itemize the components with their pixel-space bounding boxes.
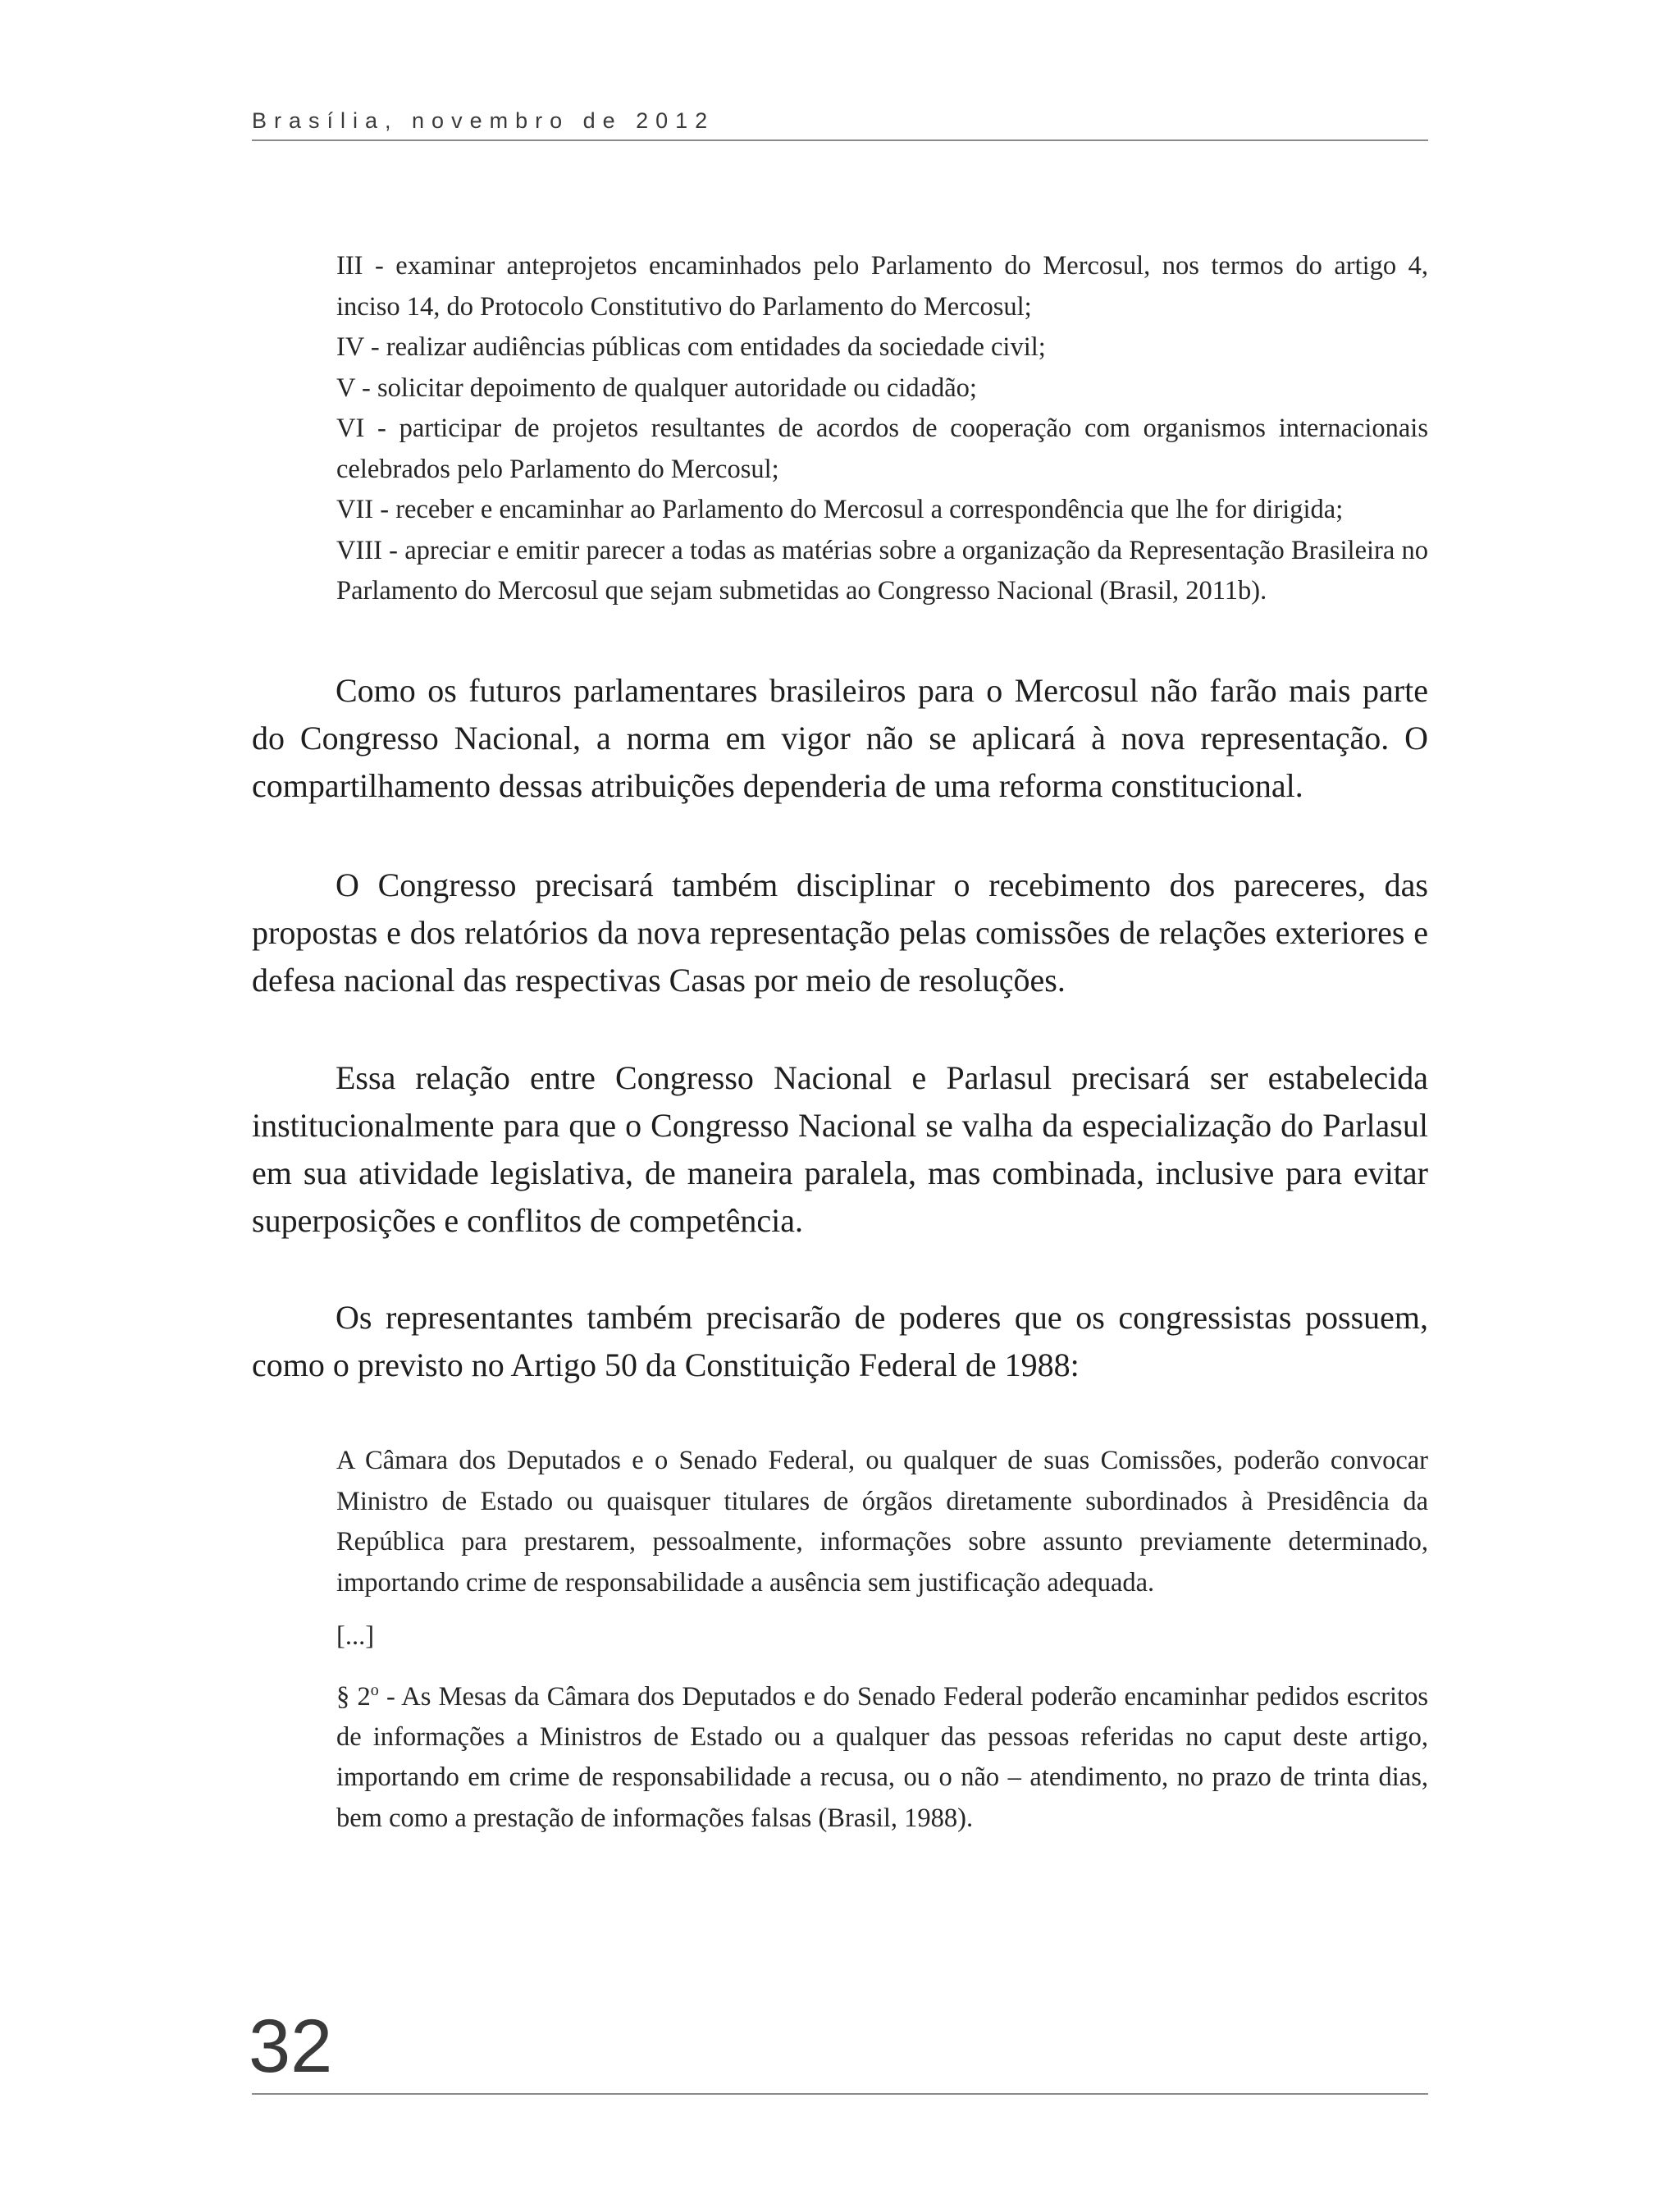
quote-paragraph-2 (336, 1671, 1428, 1840)
running-head: Brasília, novembro de 2012 (252, 108, 715, 133)
body-paragraph-2 (252, 862, 1428, 1004)
quote-caput: A Câmara dos Deputados e o Senado Federal, ou qualquer de suas Comissões, poderão convocar Ministro de Estado ou quaisquer titulares de órgãos diretamente subordinados à Presidência da República para prestarem, pessoalmente, informações sobre assunto previamente determinado, importando crime de responsabilidade a ausência sem justificação adequada. (336, 1446, 1428, 1598)
list-item: VII - receber e encaminhar ao Parlamento do Mercosul a correspondência que lhe for dirigida; (336, 495, 1344, 524)
paragraph-mark: § 2 (336, 1681, 371, 1712)
paragraph-text: Essa relação entre Congresso Nacional e Parlasul precisará ser estabelecida institucionalmente para que o Congresso Nacional se valha da especialização do Parlasul em sua atividade legislativa, de maneira paralela, mas combinada, inclusive para evitar superposições e conflitos de competência. (252, 1059, 1428, 1239)
page-number: 32 (249, 2004, 333, 2088)
header-divider (252, 139, 1428, 141)
body-paragraph-3 (252, 1054, 1428, 1245)
list-item: VIII - apreciar e emitir parecer a todas as matérias sobre a organização da Representação Brasileira no Parlamento do Mercosul que sejam submetidas ao Congresso Nacional (Brasil, 2011b). (336, 535, 1428, 606)
list-item: VI - participar de projetos resultantes de acordos de cooperação com organismos internacionais celebrados pelo Parlamento do Mercosul; (336, 414, 1428, 484)
body-paragraph-1 (252, 667, 1428, 810)
list-item: III - examinar anteprojetos encaminhados pelo Parlamento do Mercosul, nos termos do artigo 4, inciso 14, do Protocolo Constitutivo do Parlamento do Mercosul; (336, 251, 1428, 322)
quote-paragraph-2-text: - As Mesas da Câmara dos Deputados e do Senado Federal poderão encaminhar pedidos escritos de informações a Ministros de Estado ou a qualquer das pessoas referidas no caput deste artigo, importando em crime de responsabilidade a recusa, ou o não – atendimento, no prazo de trinta dias, bem como a prestação de informações falsas (Brasil, 1988). (336, 1681, 1428, 1833)
paragraph-text: Os representantes também precisarão de poderes que os congressistas possuem, como o previsto no Artigo 50 da Constituição Federal de 1988: (252, 1299, 1428, 1383)
ordinal-indicator: o (370, 1680, 379, 1699)
attributions-list (336, 246, 1428, 612)
paragraph-text: Como os futuros parlamentares brasileiros para o Mercosul não farão mais parte do Congresso Nacional, a norma em vigor não se aplicará à nova representação. O compartilhamento dessas atribuições dependeria de uma reforma constitucional. (252, 672, 1428, 804)
list-item: IV - realizar audiências públicas com entidades da sociedade civil; (336, 332, 1046, 362)
constitution-quote (336, 1441, 1428, 1852)
footer-divider (252, 2093, 1428, 2095)
body-paragraph-4 (252, 1294, 1428, 1389)
list-item: V - solicitar depoimento de qualquer autoridade ou cidadão; (336, 373, 977, 403)
paragraph-text: O Congresso precisará também disciplinar o recebimento dos pareceres, das propostas e dos relatórios da nova representação pelas comissões de relações exteriores e defesa nacional das respectivas Casas por meio de resoluções. (252, 866, 1428, 999)
quote-ellipsis: [...] (336, 1621, 375, 1651)
